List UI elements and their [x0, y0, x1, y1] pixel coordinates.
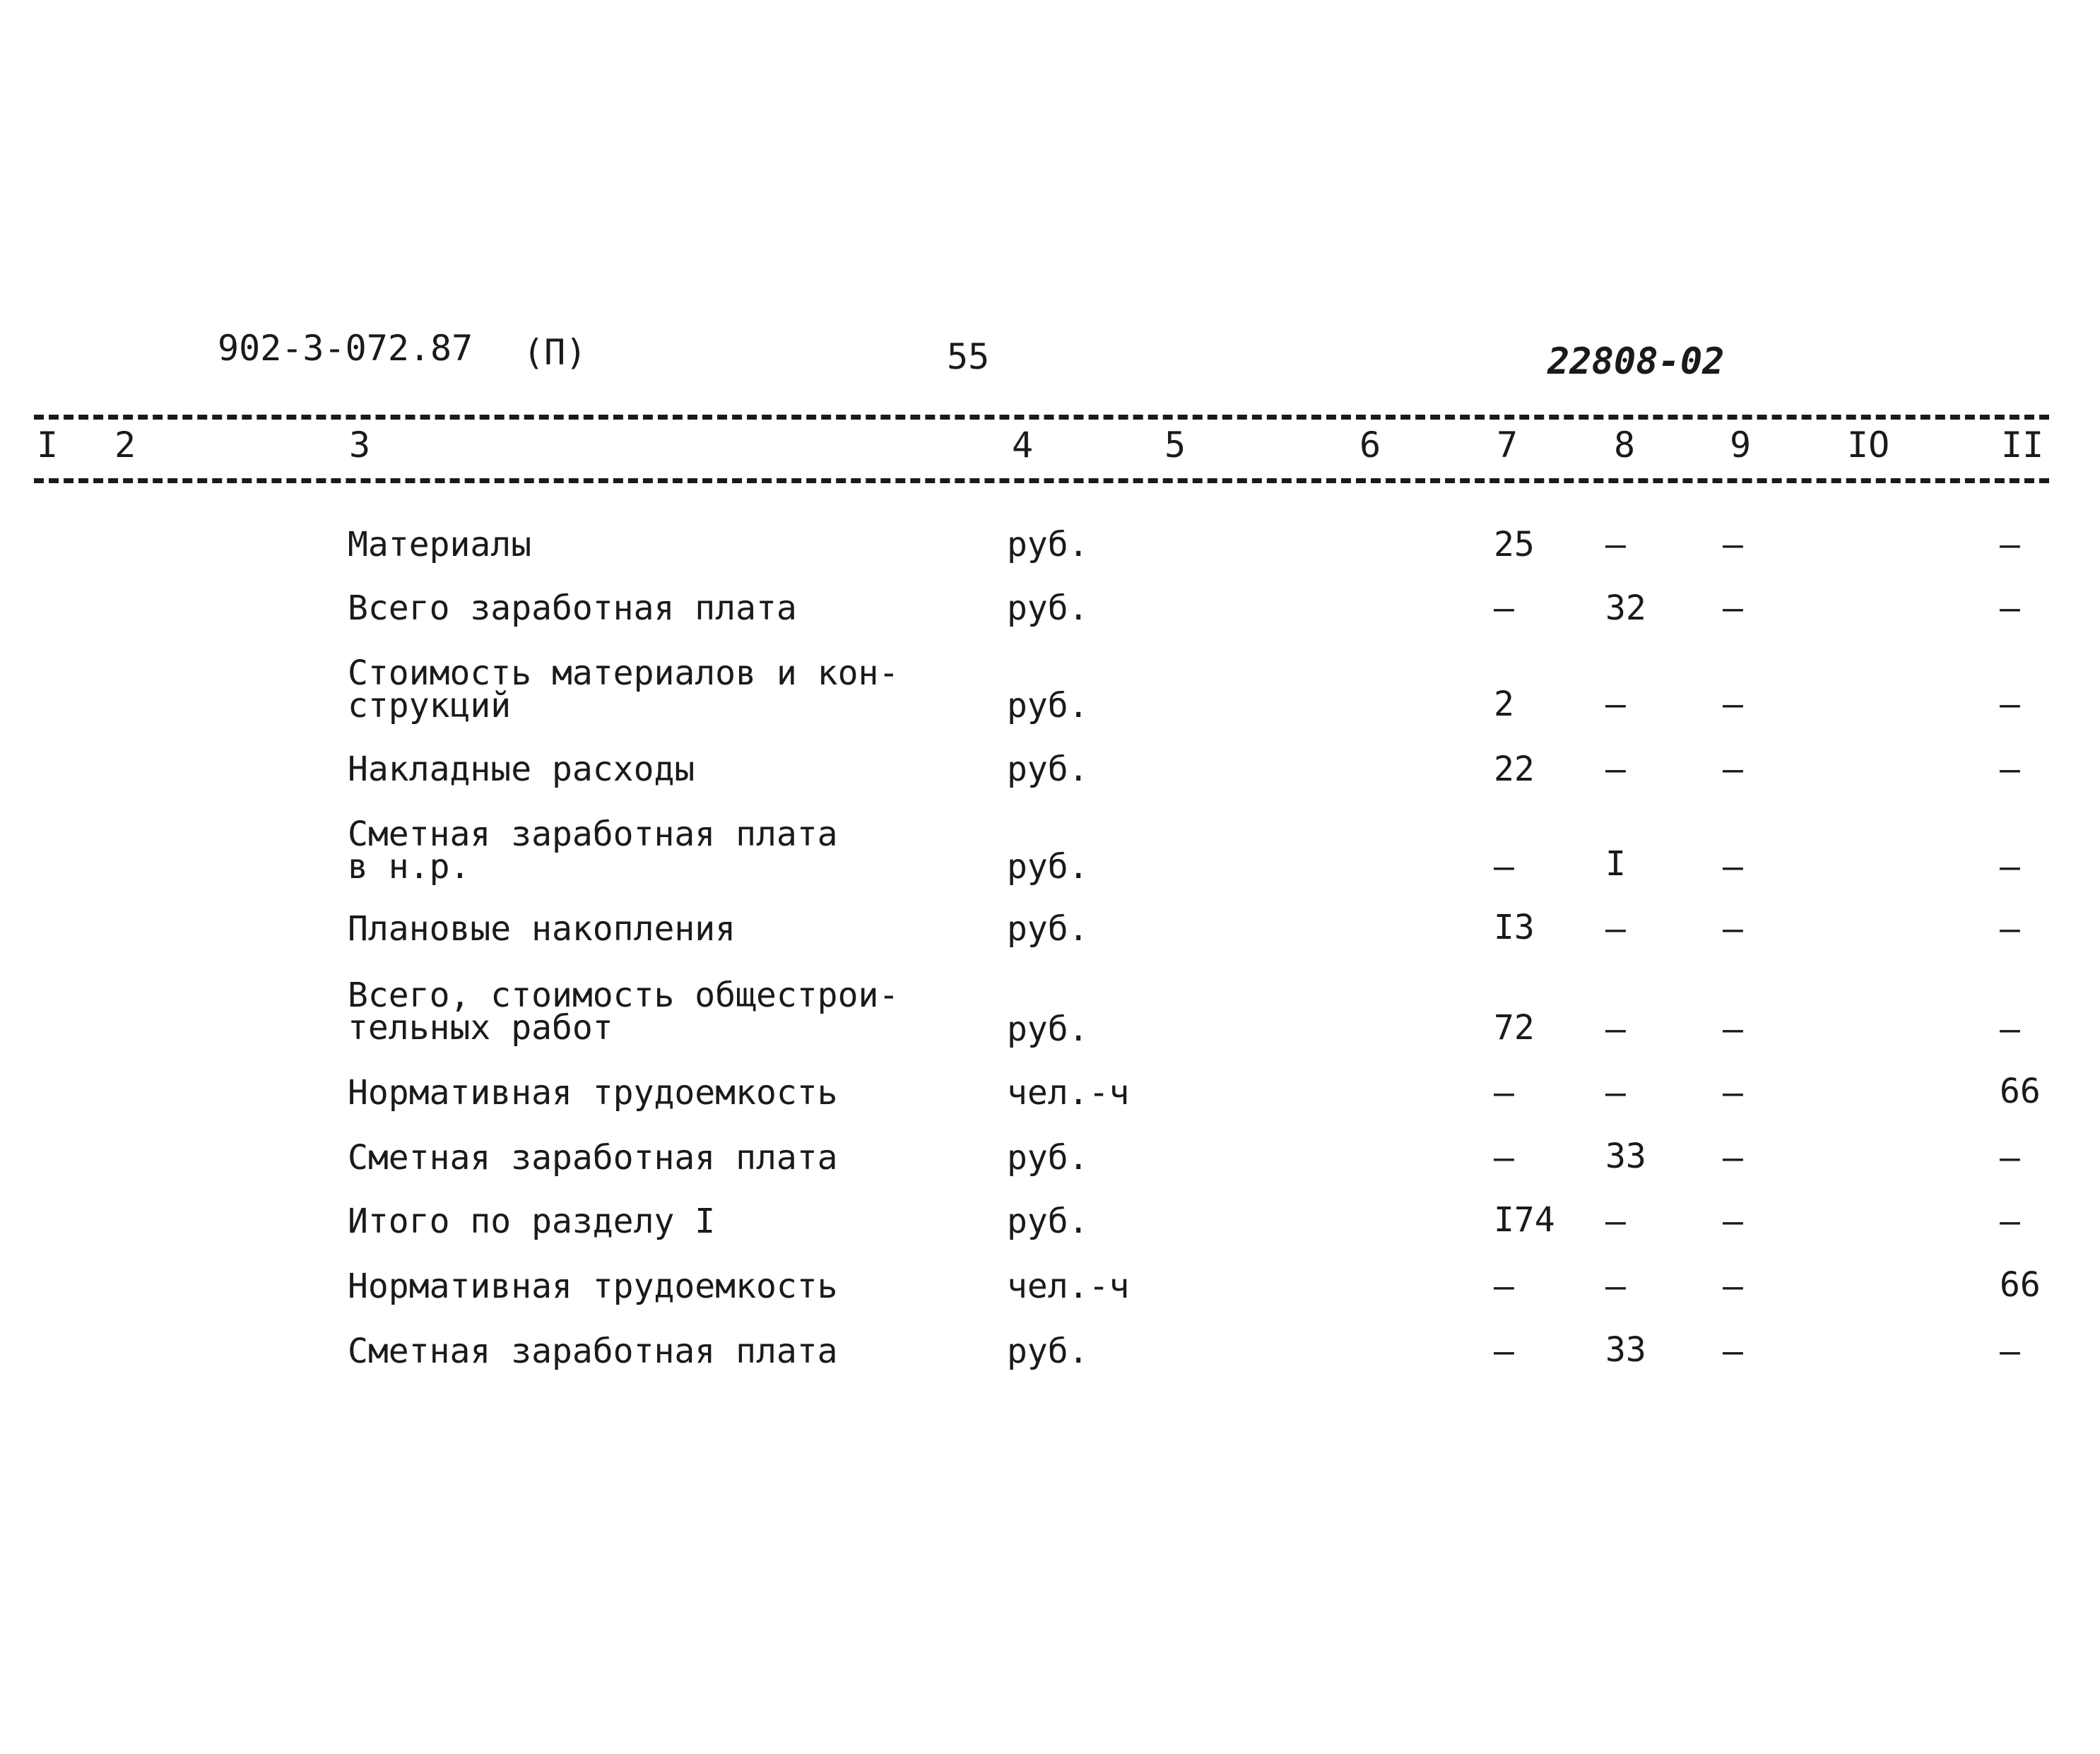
- row-col8: –: [1605, 749, 1626, 789]
- row-description-continued: струкций: [348, 686, 512, 725]
- row-col9: –: [1723, 685, 1743, 724]
- row-col11: –: [2000, 1138, 2020, 1178]
- row-unit: чел.-ч: [1007, 1267, 1130, 1306]
- row-col7: 2: [1494, 685, 1514, 724]
- column-number-11: II: [2001, 425, 2044, 466]
- row-col7: –: [1494, 1267, 1514, 1306]
- row-unit: руб.: [1007, 588, 1089, 628]
- row-col7: 22: [1494, 749, 1535, 789]
- row-col8: 33: [1605, 1330, 1646, 1370]
- row-unit: руб.: [1007, 1202, 1089, 1241]
- row-col8: –: [1605, 685, 1626, 724]
- column-number-8: 8: [1614, 425, 1636, 466]
- row-unit: руб.: [1007, 525, 1089, 564]
- column-number-5: 5: [1164, 425, 1186, 466]
- row-unit: руб.: [1007, 1009, 1089, 1049]
- row-col9: –: [1723, 749, 1743, 789]
- column-number-2: 2: [114, 425, 136, 466]
- document-mark: (П): [523, 332, 587, 373]
- row-col7: 25: [1494, 525, 1535, 564]
- row-col8: –: [1605, 1009, 1626, 1049]
- row-col8: I: [1605, 844, 1626, 884]
- column-number-1: I: [37, 425, 59, 466]
- row-unit: руб.: [1007, 909, 1089, 949]
- row-col7: –: [1494, 1332, 1514, 1371]
- column-number-6: 6: [1359, 425, 1381, 466]
- row-col11: –: [2000, 525, 2020, 564]
- row-col11: 66: [2000, 1265, 2041, 1305]
- row-col8: –: [1605, 1073, 1626, 1113]
- row-col9: –: [1723, 1267, 1743, 1306]
- row-description-continued: тельных работ: [348, 1008, 613, 1048]
- row-col11: –: [2000, 685, 2020, 724]
- row-col11: 66: [2000, 1072, 2041, 1111]
- row-col9: –: [1723, 1138, 1743, 1178]
- row-col9: –: [1723, 1332, 1743, 1371]
- row-col7: –: [1494, 1138, 1514, 1178]
- row-col8: 32: [1605, 588, 1646, 628]
- row-description-continued: в н.р.: [348, 847, 471, 887]
- row-unit: руб.: [1007, 1332, 1089, 1371]
- row-description: Плановые накопления: [348, 909, 736, 949]
- row-col7: I3: [1494, 908, 1535, 947]
- row-description: Сметная заработная плата: [348, 814, 838, 854]
- row-col11: –: [2000, 1202, 2020, 1241]
- row-col9: –: [1723, 588, 1743, 628]
- table-header-top-rule: [34, 415, 2049, 420]
- row-description: Итого по разделу I: [348, 1202, 716, 1241]
- table-header-bottom-rule: [34, 478, 2049, 483]
- row-description: Сметная заработная плата: [348, 1138, 838, 1178]
- row-col11: –: [2000, 909, 2020, 949]
- row-description: Всего заработная плата: [348, 588, 797, 628]
- row-col9: –: [1723, 1073, 1743, 1113]
- row-col9: –: [1723, 1202, 1743, 1241]
- row-unit: чел.-ч: [1007, 1073, 1130, 1113]
- row-unit: руб.: [1007, 686, 1089, 725]
- row-description: Стоимость материалов и кон-: [348, 653, 899, 693]
- column-number-10: IO: [1847, 425, 1890, 466]
- column-number-3: 3: [349, 425, 371, 466]
- row-col11: –: [2000, 847, 2020, 887]
- row-description: Нормативная трудоемкость: [348, 1267, 838, 1306]
- row-col7: I74: [1494, 1200, 1555, 1240]
- row-col7: –: [1494, 847, 1514, 887]
- row-unit: руб.: [1007, 1138, 1089, 1178]
- row-col8: –: [1605, 1202, 1626, 1241]
- row-col11: –: [2000, 1009, 2020, 1049]
- row-col7: 72: [1494, 1008, 1535, 1048]
- row-col7: –: [1494, 1073, 1514, 1113]
- row-description: Нормативная трудоемкость: [348, 1073, 838, 1113]
- row-description: Накладные расходы: [348, 749, 695, 789]
- row-description: Материалы: [348, 525, 532, 564]
- column-number-4: 4: [1012, 425, 1034, 466]
- page-number: 55: [947, 336, 990, 377]
- row-col11: –: [2000, 1332, 2020, 1371]
- row-description: Всего, стоимость общестрои-: [348, 976, 899, 1015]
- row-col11: –: [2000, 749, 2020, 789]
- row-col11: –: [2000, 588, 2020, 628]
- row-col8: –: [1605, 525, 1626, 564]
- row-description: Сметная заработная плата: [348, 1332, 838, 1371]
- row-col8: –: [1605, 1267, 1626, 1306]
- document-number: 22808-02: [1547, 340, 1725, 383]
- row-unit: руб.: [1007, 847, 1089, 887]
- row-col8: –: [1605, 909, 1626, 949]
- row-col9: –: [1723, 525, 1743, 564]
- row-col9: –: [1723, 847, 1743, 887]
- row-col7: –: [1494, 588, 1514, 628]
- document-code: 902-3-072.87: [218, 328, 473, 369]
- row-col8: 33: [1605, 1137, 1646, 1176]
- column-number-7: 7: [1497, 425, 1518, 466]
- row-col9: –: [1723, 1009, 1743, 1049]
- row-col9: –: [1723, 909, 1743, 949]
- column-number-9: 9: [1730, 425, 1752, 466]
- row-unit: руб.: [1007, 749, 1089, 789]
